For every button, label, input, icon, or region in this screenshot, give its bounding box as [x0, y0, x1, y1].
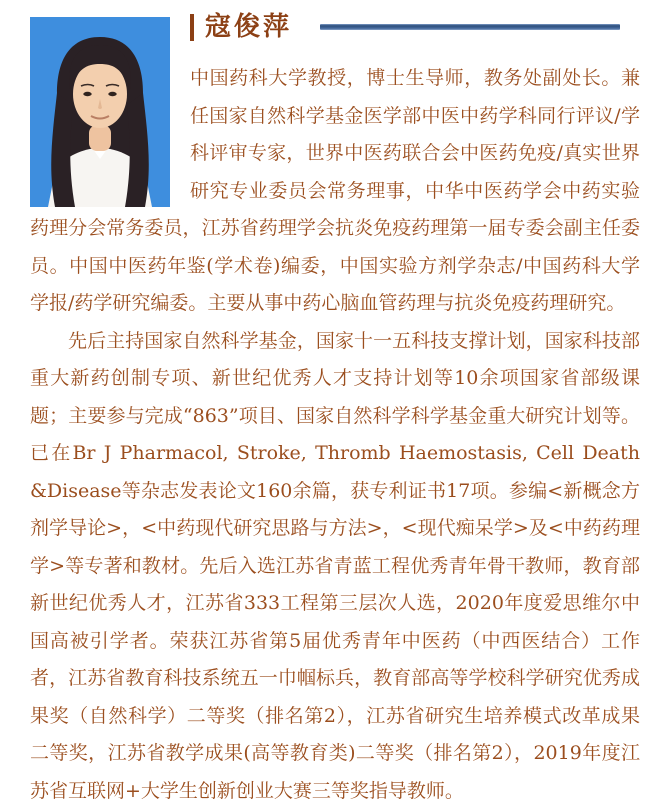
profile-name: 寇俊萍 [205, 14, 292, 40]
name-marker-bar [190, 14, 194, 41]
profile-photo [30, 17, 170, 207]
profile-header [190, 10, 640, 44]
bio-paragraph-1: 中国药科大学教授，博士生导师，教务处副处长。兼任国家自然科学基金医学部中医中药学科同行评议/学科评审专家，世界中医药联合会中医药免疫/真实世界研究专业委员会常务理事，中华中医药学会中药实验药理分会常务委员，江苏省药理学会抗炎免疫药理第一届专委会副主任委员。中国中医药年鉴(学术卷)编委，中国实验方剂学杂志/中国药科大学学报/药学研究编委。主要从事中药心脑血管药理与抗炎免疫药理研究。 [30, 60, 640, 323]
header-rule-line [320, 24, 620, 30]
portrait-image [30, 17, 170, 207]
bio-paragraph-2: 先后主持国家自然科学基金，国家十一五科技支撑计划，国家科技部重大新药创制专项、新世纪优秀人才支持计划等10余项国家省部级课题；主要参与完成“863”项目、国家自然科学科学基金重大研究计划等。已在Br J Pharmacol, Stroke, Thromb Haemostasis, Cell Death &Disease等杂志发表论文160余篇，获专利证书17项。参编<新概念方剂学导论>，<中药现代研究思路与方法>，<现代痴呆学>及<中药药理学>等专著和教材。先后入选江苏省青蓝工程优秀青年骨干教师，教育部新世纪优秀人才，江苏省333工程第三层次人选，2020年度爱思维尔中国高被引学者。荣获江苏省第5届优秀青年中医药（中西医结合）工作者，江苏省教育科技系统五一巾帼标兵，教育部高等学校科学研究优秀成果奖（自然科学）二等奖（排名第2），江苏省研究生培养模式改革成果二等奖，江苏省教学成果(高等教育类)二等奖（排名第2），2019年度江苏省互联网+大学生创新创业大赛三等奖指导教师。 [30, 323, 640, 810]
